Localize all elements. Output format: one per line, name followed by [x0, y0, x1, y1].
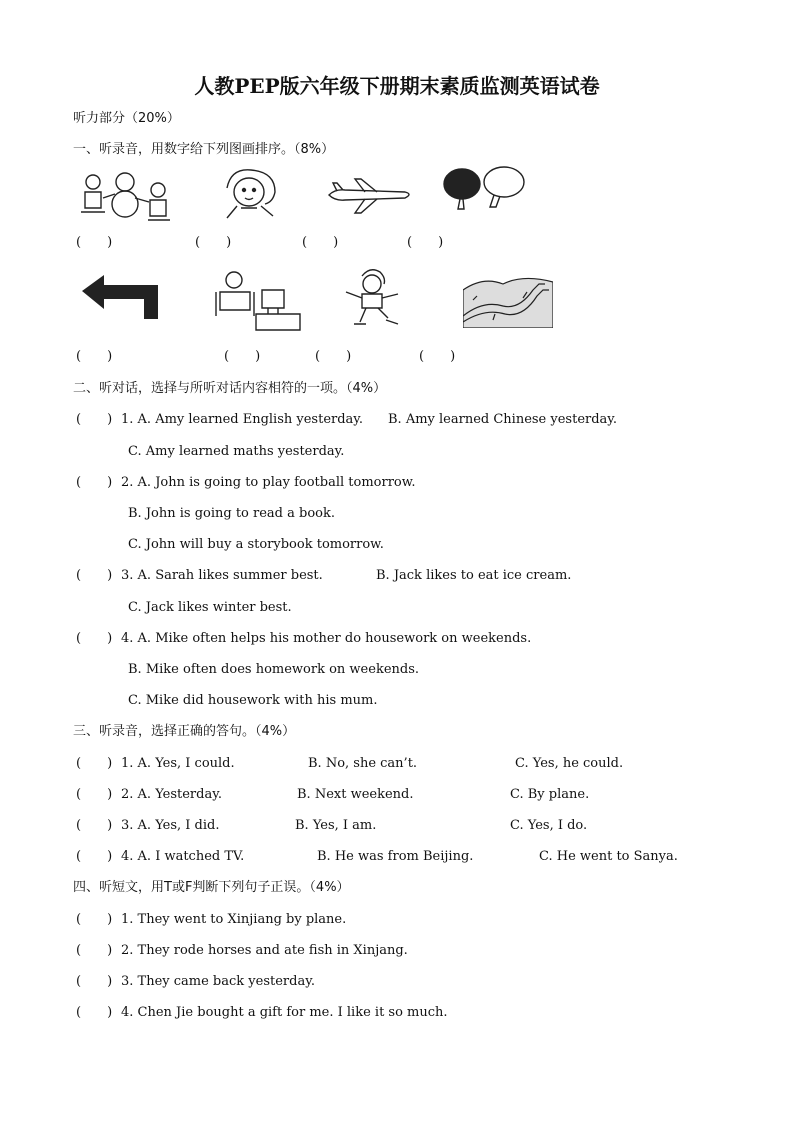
statement: 1. They went to Xinjiang by plane. [121, 912, 347, 927]
option-b: B. Jack likes to eat ice cream. [376, 568, 572, 583]
option-b: B. He was from Beijing. [317, 849, 474, 864]
ice-skater-icon [340, 266, 410, 328]
option-b: B. Mike often does homework on weekends. [128, 662, 420, 677]
option-c: C. By plane. [510, 787, 590, 802]
option-a: 1. A. Amy learned English yesterday. [121, 412, 364, 427]
kids-snowman-icon [73, 168, 178, 226]
answer-blank[interactable]: ( ) [76, 568, 113, 583]
answer-blank[interactable]: ( ) [76, 787, 113, 802]
statement: 2. They rode horses and ate fish in Xinjang. [121, 943, 408, 958]
answer-blank[interactable]: ( ) [195, 235, 232, 250]
answer-blank[interactable]: ( ) [76, 943, 113, 958]
option-a: 3. A. Sarah likes summer best. [121, 568, 323, 583]
option-a: 4. A. I watched TV. [121, 849, 245, 864]
ping-pong-paddles-icon [438, 166, 530, 212]
option-c: C. Yes, I do. [510, 818, 588, 833]
answer-blank[interactable]: ( ) [315, 349, 352, 364]
option-c: C. Yes, he could. [515, 756, 624, 771]
option-c: C. Amy learned maths yesterday. [128, 444, 345, 459]
section4-heading: 四、听短文，用T或F判断下列句子正误。（4%） [73, 880, 350, 895]
answer-blank[interactable]: ( ) [407, 235, 444, 250]
option-b: B. Next weekend. [297, 787, 414, 802]
section2-heading: 二、听对话，选择与所听对话内容相符的一项。（4%） [73, 381, 387, 396]
option-c: C. Jack likes winter best. [128, 600, 292, 615]
option-a: 1. A. Yes, I could. [121, 756, 235, 771]
answer-blank[interactable]: ( ) [76, 818, 113, 833]
answer-blank[interactable]: ( ) [76, 631, 113, 646]
answer-blank[interactable]: ( ) [76, 475, 113, 490]
option-c: C. Mike did housework with his mum. [128, 693, 378, 708]
option-a: 3. A. Yes, I did. [121, 818, 220, 833]
man-at-computer-icon [212, 268, 304, 332]
answer-blank[interactable]: ( ) [302, 235, 339, 250]
answer-blank[interactable]: ( ) [76, 912, 113, 927]
option-b: B. John is going to read a book. [128, 506, 335, 521]
answer-blank[interactable]: ( ) [419, 349, 456, 364]
answer-blank[interactable]: ( ) [76, 349, 113, 364]
answer-blank[interactable]: ( ) [224, 349, 261, 364]
listening-part-label: 听力部分（20%） [73, 111, 180, 126]
answer-blank[interactable]: ( ) [76, 412, 113, 427]
option-c: C. John will buy a storybook tomorrow. [128, 537, 384, 552]
answer-blank[interactable]: ( ) [76, 849, 113, 864]
statement: 4. Chen Jie bought a gift for me. I like it so much. [121, 1005, 448, 1020]
page-title: 人教PEP版六年级下册期末素质监测英语试卷 [194, 74, 600, 98]
option-b: B. Yes, I am. [295, 818, 377, 833]
answer-blank[interactable]: ( ) [76, 756, 113, 771]
section1-heading: 一、听录音，用数字给下列图画排序。（8%） [73, 142, 335, 157]
answer-blank[interactable]: ( ) [76, 1005, 113, 1020]
section3-heading: 三、听录音，选择正确的答句。（4%） [73, 724, 296, 739]
girl-icon [213, 166, 285, 222]
statement: 3. They came back yesterday. [121, 974, 315, 989]
option-a: 4. A. Mike often helps his mother do housework on weekends. [121, 631, 532, 646]
turn-left-arrow-icon [80, 273, 162, 321]
option-a: 2. A. John is going to play football tomorrow. [121, 475, 416, 490]
option-b: B. Amy learned Chinese yesterday. [388, 412, 618, 427]
answer-blank[interactable]: ( ) [76, 974, 113, 989]
option-c: C. He went to Sanya. [539, 849, 678, 864]
airplane-icon [325, 175, 415, 215]
option-a: 2. A. Yesterday. [121, 787, 222, 802]
great-wall-icon [463, 270, 553, 328]
option-b: B. No, she can’t. [308, 756, 418, 771]
answer-blank[interactable]: ( ) [76, 235, 113, 250]
